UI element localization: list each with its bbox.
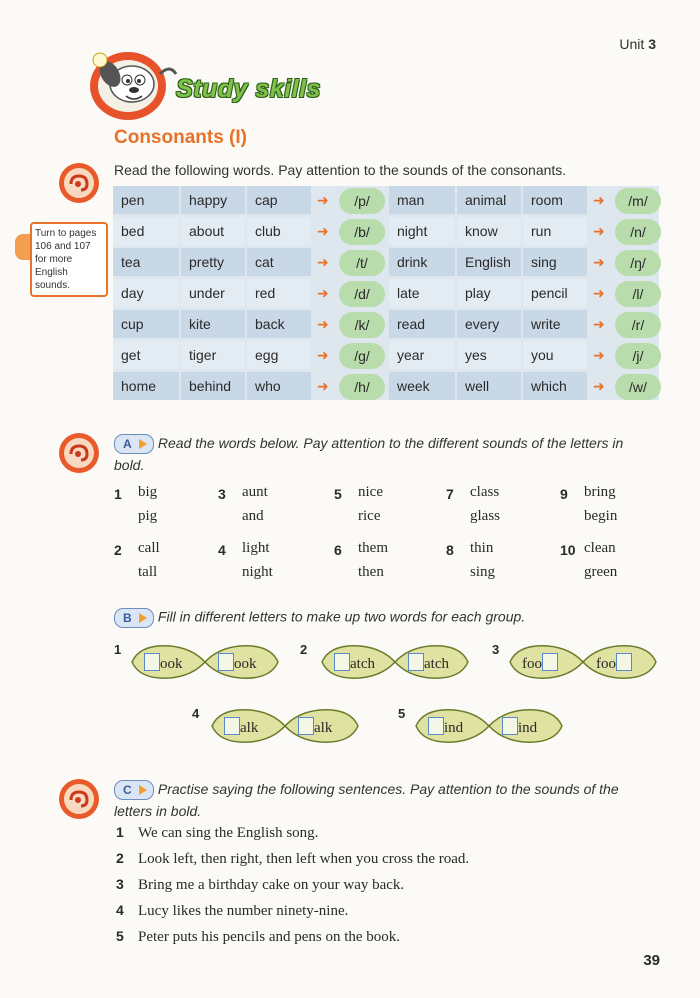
word-cell: get — [113, 341, 179, 369]
arrow-icon: ➜ — [593, 316, 605, 332]
sound-symbol: /w/ — [615, 374, 661, 400]
word: begin — [584, 508, 618, 524]
arrow-icon: ➜ — [317, 347, 329, 363]
word-cell: write — [523, 310, 587, 338]
label-c-badge: C — [114, 780, 154, 800]
arrow-icon: ➜ — [593, 285, 605, 301]
word-cell: pencil — [523, 279, 587, 307]
table-row — [113, 341, 383, 371]
word: call — [138, 540, 160, 556]
sound-symbol: /k/ — [339, 312, 385, 338]
blank-box[interactable] — [144, 653, 160, 671]
item-number: 1 — [114, 486, 122, 502]
suffix: ook — [160, 656, 183, 672]
suffix: atch — [350, 656, 375, 672]
letter-groups — [0, 640, 700, 750]
sentence-number: 4 — [116, 902, 124, 918]
word-cell: night — [389, 217, 455, 245]
leaf-word-right — [218, 653, 257, 673]
word-cell: happy — [181, 186, 245, 214]
item-number: 10 — [560, 542, 576, 558]
table-row — [389, 341, 659, 371]
sentence-number: 3 — [116, 876, 124, 892]
word: pig — [138, 508, 158, 524]
table-row — [113, 248, 383, 278]
arrow-icon: ➜ — [317, 316, 329, 332]
exerciseC-instruction: C Practise saying the following sentences. Pay attention to the sounds of the letters in bold. — [114, 781, 619, 820]
unit-label: Unit 3 — [619, 36, 656, 52]
group-number: 5 — [398, 706, 406, 721]
sentence-text: Look left, then right, then left when you cross the road. — [138, 851, 470, 867]
word: big — [138, 484, 158, 500]
arrow-icon: ➜ — [317, 192, 329, 208]
word-cell: cap — [247, 186, 311, 214]
group-number: 4 — [192, 706, 200, 721]
item-number: 8 — [446, 542, 454, 558]
word-cell: well — [457, 372, 521, 400]
word: night — [242, 564, 273, 580]
sentence-text: Lucy likes the number ninety-nine. — [138, 903, 349, 919]
listen-speak-icon — [58, 778, 100, 820]
side-note: Turn to pages 106 and 107 for more English sounds. — [30, 222, 108, 297]
sentence-number: 2 — [116, 850, 124, 866]
sentence-number: 1 — [116, 824, 124, 840]
word: clean — [584, 540, 616, 556]
leaf-word-right — [298, 717, 332, 737]
sentence-text: Bring me a birthday cake on your way back. — [138, 877, 405, 893]
sound-symbol: /r/ — [615, 312, 661, 338]
word: sing — [470, 564, 496, 580]
arrow-icon: ➜ — [593, 347, 605, 363]
group-number: 2 — [300, 642, 308, 657]
word-cell: English — [457, 248, 521, 276]
suffix: alk — [314, 720, 333, 736]
sentence-number: 5 — [116, 928, 124, 944]
blank-box[interactable] — [334, 653, 350, 671]
blank-box[interactable] — [542, 653, 558, 671]
sound-symbol: /b/ — [339, 219, 385, 245]
word-cell: read — [389, 310, 455, 338]
word: bring — [584, 484, 616, 500]
word-cell: red — [247, 279, 311, 307]
group-number: 1 — [114, 642, 122, 657]
sentence-text: We can sing the English song. — [138, 825, 319, 841]
sentence — [116, 850, 469, 868]
word-cell: egg — [247, 341, 311, 369]
word-cell: cup — [113, 310, 179, 338]
prefix: foo — [596, 656, 616, 672]
word-cell: under — [181, 279, 245, 307]
leaf-word-left — [224, 717, 258, 737]
subtitle: Consonants (I) — [114, 127, 247, 148]
word: class — [470, 484, 500, 500]
arrow-icon: ➜ — [593, 192, 605, 208]
table-row — [113, 279, 383, 309]
table-row — [389, 248, 659, 278]
blank-box[interactable] — [428, 717, 444, 735]
sound-symbol: /p/ — [339, 188, 385, 214]
arrow-icon: ➜ — [317, 223, 329, 239]
sound-symbol: /l/ — [615, 281, 661, 307]
word: rice — [358, 508, 381, 524]
word-cell: back — [247, 310, 311, 338]
group-number: 3 — [492, 642, 500, 657]
word: tall — [138, 564, 158, 580]
word: aunt — [242, 484, 268, 500]
blank-box[interactable] — [408, 653, 424, 671]
item-number: 9 — [560, 486, 568, 502]
word-cell: club — [247, 217, 311, 245]
word: green — [584, 564, 618, 580]
blank-box[interactable] — [298, 717, 314, 735]
suffix: atch — [424, 656, 449, 672]
suffix: ook — [234, 656, 257, 672]
table-row — [389, 217, 659, 247]
word-cell: know — [457, 217, 521, 245]
item-number: 6 — [334, 542, 342, 558]
word-pairs — [114, 484, 654, 584]
item-number: 2 — [114, 542, 122, 558]
word-cell: year — [389, 341, 455, 369]
word: thin — [470, 540, 494, 556]
word-cell: who — [247, 372, 311, 400]
arrow-icon: ➜ — [593, 223, 605, 239]
word-cell: day — [113, 279, 179, 307]
suffix: ind — [444, 720, 464, 736]
item-number: 4 — [218, 542, 226, 558]
word-cell: which — [523, 372, 587, 400]
sentence — [116, 824, 318, 842]
sentence-list — [116, 824, 656, 954]
word-cell: bed — [113, 217, 179, 245]
blank-box[interactable] — [502, 717, 518, 735]
sound-symbol: /ŋ/ — [615, 250, 661, 276]
label-a-badge: A — [114, 434, 154, 454]
word-cell: room — [523, 186, 587, 214]
table-row — [389, 372, 659, 402]
arrow-icon: ➜ — [317, 254, 329, 270]
arrow-icon: ➜ — [593, 378, 605, 394]
item-number: 3 — [218, 486, 226, 502]
sentence — [116, 928, 400, 946]
table-row — [389, 310, 659, 340]
word-cell: tea — [113, 248, 179, 276]
sound-symbol: /n/ — [615, 219, 661, 245]
word: nice — [358, 484, 383, 500]
sound-symbol: /g/ — [339, 343, 385, 369]
word-cell: pen — [113, 186, 179, 214]
word-cell: sing — [523, 248, 587, 276]
blank-box[interactable] — [616, 653, 632, 671]
word: glass — [470, 508, 500, 524]
word-cell: week — [389, 372, 455, 400]
word-cell: tiger — [181, 341, 245, 369]
suffix: ind — [518, 720, 538, 736]
word-cell: late — [389, 279, 455, 307]
word-cell: behind — [181, 372, 245, 400]
word-cell: animal — [457, 186, 521, 214]
arrow-icon: ➜ — [593, 254, 605, 270]
table-row — [389, 186, 659, 216]
item-number: 7 — [446, 486, 454, 502]
sound-symbol: /d/ — [339, 281, 385, 307]
leaf-word-right — [596, 653, 632, 673]
consonant-table — [113, 186, 659, 400]
blank-box[interactable] — [224, 717, 240, 735]
table-row — [113, 310, 383, 340]
word-cell: cat — [247, 248, 311, 276]
sentence-text: Peter puts his pencils and pens on the book. — [138, 929, 401, 945]
word-cell: kite — [181, 310, 245, 338]
sound-symbol: /m/ — [615, 188, 661, 214]
section-title: Study skills — [176, 75, 321, 103]
sound-symbol: /h/ — [339, 374, 385, 400]
word-cell: about — [181, 217, 245, 245]
word: light — [242, 540, 270, 556]
word-cell: drink — [389, 248, 455, 276]
sound-symbol: /j/ — [615, 343, 661, 369]
suffix: alk — [240, 720, 259, 736]
word-cell: man — [389, 186, 455, 214]
word-cell: yes — [457, 341, 521, 369]
table-row — [113, 186, 383, 216]
listen-speak-icon — [58, 432, 100, 474]
table-row — [113, 217, 383, 247]
exerciseB-instruction: B Fill in different letters to make up two words for each group. — [114, 608, 525, 628]
cd-tab-icon — [15, 234, 31, 260]
word: and — [242, 508, 264, 524]
arrow-icon: ➜ — [317, 378, 329, 394]
leaf-word-left — [144, 653, 183, 673]
word-cell: run — [523, 217, 587, 245]
table-row — [389, 279, 659, 309]
sentence — [116, 902, 348, 920]
label-b-badge: B — [114, 608, 154, 628]
leaf-word-left — [334, 653, 375, 673]
word-cell: you — [523, 341, 587, 369]
word: them — [358, 540, 388, 556]
blank-box[interactable] — [218, 653, 234, 671]
word-cell: every — [457, 310, 521, 338]
leaf-word-left — [522, 653, 558, 673]
leaf-word-left — [428, 717, 463, 737]
prefix: foo — [522, 656, 542, 672]
sound-symbol: /t/ — [339, 250, 385, 276]
word-cell: home — [113, 372, 179, 400]
sentence — [116, 876, 404, 894]
arrow-icon: ➜ — [317, 285, 329, 301]
exercise1-instruction: Read the following words. Pay attention to the sounds of the consonants. — [114, 162, 567, 178]
leaf-word-right — [408, 653, 449, 673]
word-cell: play — [457, 279, 521, 307]
leaf-word-right — [502, 717, 537, 737]
word-cell: pretty — [181, 248, 245, 276]
page-number: 39 — [643, 952, 660, 969]
listen-speak-icon — [58, 162, 100, 204]
table-row — [113, 372, 383, 402]
item-number: 5 — [334, 486, 342, 502]
word: then — [358, 564, 384, 580]
exercise2-instruction: A Read the words below. Pay attention to the different sounds of the letters in bold. — [114, 435, 624, 474]
